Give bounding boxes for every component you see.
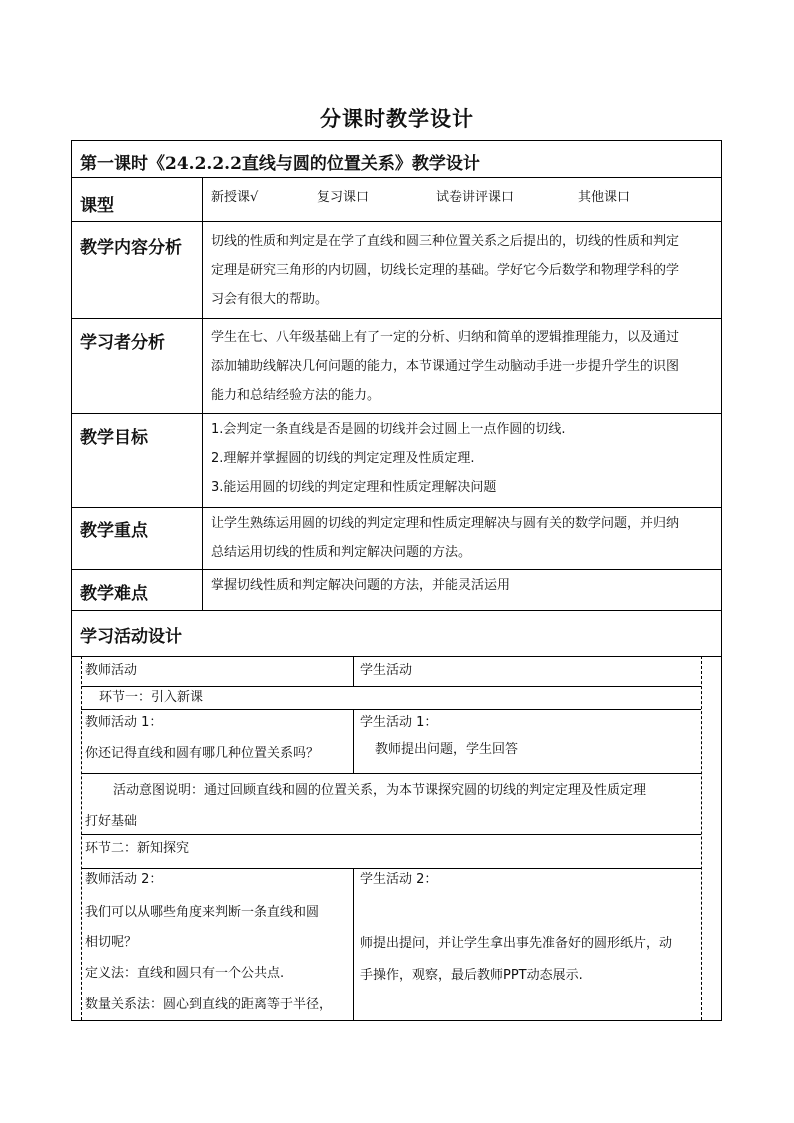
content-analysis-label: 教学内容分析 [80, 238, 182, 258]
page-title: 分课时教学设计 [320, 106, 474, 131]
text-line: 1.会判定一条直线是否是圆的切线并会过圆上一点作圆的切线. [211, 422, 566, 437]
text-line: 切线的性质和判定是在学了直线和圆三种位置关系之后提出的，切线的性质和判定 [211, 234, 680, 249]
row-divider [72, 507, 721, 508]
inner-column-divider [353, 656, 354, 686]
content-analysis-text [211, 227, 713, 314]
row-divider [72, 610, 721, 611]
student-activity-2-line: 手操作，观察，最后教师PPT动态展示. [360, 968, 583, 983]
teacher-activity-header: 教师活动 [85, 663, 138, 678]
teaching-goals-text [211, 415, 713, 502]
course-type-option: 新授课√ [211, 190, 259, 205]
key-points-text [211, 509, 713, 567]
teacher-activity-2-line: 我们可以从哪些角度来判断一条直线和圆 [85, 905, 320, 920]
row-divider [72, 569, 721, 570]
teacher-activity-1-text: 你还记得直线和圆有哪几种位置关系吗？ [85, 746, 320, 761]
text-line: 总结运用切线的性质和判定解决问题的方法。 [211, 545, 472, 560]
text-line: 3.能运用圆的切线的判定定理和性质定理解决问题 [211, 480, 497, 495]
inner-right-border [701, 656, 702, 1020]
teaching-goals-label: 教学目标 [80, 428, 148, 448]
text-line: 习会有很大的帮助。 [211, 292, 329, 307]
activity-intent-line: 活动意图说明：通过回顾直线和圆的位置关系，为本节课探究圆的切线的判定定理及性质定理 [113, 783, 647, 798]
text-line: 掌握切线性质和判定解决问题的方法，并能灵活运用 [211, 578, 511, 593]
course-type-label: 课型 [80, 196, 114, 216]
teacher-activity-1-title: 教师活动 1： [85, 715, 163, 730]
row-divider [72, 318, 721, 319]
inner-column-divider [353, 709, 354, 773]
text-line: 让学生熟练运用圆的切线的判定定理和性质定理解决与圆有关的数学问题，并归纳 [211, 516, 680, 531]
student-activity-header: 学生活动 [360, 663, 413, 678]
text-line: 学生在七、八年级基础上有了一定的分析、归纳和简单的逻辑推理能力，以及通过 [211, 330, 680, 345]
inner-column-divider [353, 868, 354, 1020]
teacher-activity-2-line: 定义法：直线和圆只有一个公共点. [85, 966, 285, 981]
row-divider [72, 413, 721, 414]
text-line: 2.理解并掌握圆的切线的判定定理及性质定理. [211, 451, 475, 466]
column-divider [202, 177, 203, 610]
course-type-option: 其他课口 [578, 190, 631, 205]
learner-analysis-text [211, 323, 713, 410]
course-type-option: 复习课口 [317, 190, 370, 205]
section-2-title: 环节二：新知探究 [85, 841, 190, 856]
row-divider [72, 221, 721, 222]
inner-row-divider [81, 773, 701, 774]
student-activity-1-text: 教师提出问题，学生回答 [375, 742, 519, 757]
text-line: 添加辅助线解决几何问题的能力，本节课通过学生动脑动手进一步提升学生的识图 [211, 359, 680, 374]
key-points-label: 教学重点 [80, 521, 148, 541]
teacher-activity-2-title: 教师活动 2： [85, 872, 163, 887]
learner-analysis-label: 学习者分析 [80, 333, 165, 353]
difficulties-label: 教学难点 [80, 584, 148, 604]
teacher-activity-2-line: 数量关系法：圆心到直线的距离等于半径， [85, 997, 333, 1012]
course-type-option: 试卷讲评课口 [436, 190, 515, 205]
lesson-title: 第一课时《24.2.2.2直线与圆的位置关系》教学设计 [80, 154, 480, 174]
student-activity-2-title: 学生活动 2： [360, 872, 438, 887]
inner-left-border [81, 656, 82, 1020]
activity-design-label: 学习活动设计 [80, 627, 182, 647]
teacher-activity-2-line: 相切呢？ [85, 935, 138, 950]
lesson-design-table [71, 140, 722, 1021]
student-activity-1-title: 学生活动 1： [360, 715, 438, 730]
difficulties-text [211, 571, 713, 600]
text-line: 定理是研究三角形的内切圆，切线长定理的基础。学好它今后数学和物理学科的学 [211, 263, 680, 278]
activity-intent-line: 打好基础 [85, 814, 138, 829]
text-line: 能力和总结经验方法的能力。 [211, 388, 381, 403]
section-1-title: 环节一：引入新课 [99, 690, 204, 705]
student-activity-2-line: 师提出提问，并让学生拿出事先准备好的圆形纸片，动 [360, 936, 673, 951]
row-divider [72, 177, 721, 178]
